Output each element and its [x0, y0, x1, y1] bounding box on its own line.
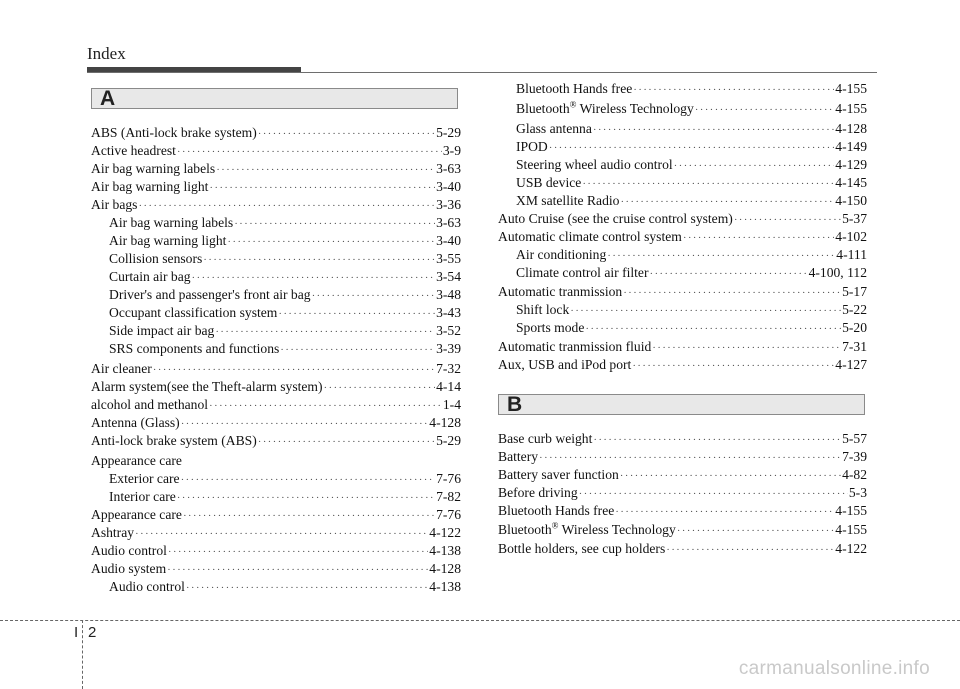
page-header-title: Index	[87, 44, 126, 63]
entry-page: 4-82	[842, 467, 867, 482]
leader-dots	[153, 361, 435, 379]
entry-text: Aux, USB and iPod port	[498, 357, 632, 372]
leader-dots	[215, 323, 435, 341]
section-b-letter: B	[507, 393, 523, 416]
entry-page: 7-82	[436, 489, 461, 504]
entry-page: 3-39	[436, 341, 461, 356]
entry-page: 4-149	[835, 139, 867, 154]
leader-dots	[666, 541, 834, 559]
leader-dots	[620, 193, 834, 211]
index-entry[interactable]	[91, 378, 461, 396]
index-entry[interactable]	[91, 414, 461, 432]
entry-page: 7-32	[436, 361, 461, 376]
entry-page: 7-76	[436, 507, 461, 522]
entry-page: 4-122	[429, 525, 461, 540]
entry-text: Automatic tranmission fluid	[498, 339, 652, 354]
leader-dots	[695, 101, 835, 119]
leader-dots	[593, 431, 841, 449]
index-entry[interactable]	[498, 484, 867, 502]
leader-dots	[209, 397, 442, 415]
index-subentry[interactable]	[516, 264, 867, 282]
entry-page: 4-122	[835, 541, 867, 556]
entry-text: IPOD	[516, 139, 548, 154]
entry-text: Automatic climate control system	[498, 229, 682, 244]
entry-text: Bluetooth Hands free	[516, 81, 633, 96]
index-subentry[interactable]	[109, 322, 461, 340]
leader-dots	[192, 269, 436, 287]
entry-text: Battery saver function	[498, 467, 619, 482]
leader-dots	[620, 467, 841, 485]
index-entry[interactable]	[498, 210, 867, 228]
entry-page: 3-40	[436, 233, 461, 248]
leader-dots	[278, 305, 435, 323]
entry-page: 3-63	[436, 215, 461, 230]
entry-text: Battery	[498, 449, 539, 464]
entry-page: 4-111	[836, 247, 867, 262]
leader-dots	[683, 229, 834, 247]
index-subentry[interactable]	[516, 174, 867, 192]
entry-text: Collision sensors	[109, 251, 203, 266]
leader-dots	[177, 489, 435, 507]
registered-mark: ®	[569, 99, 577, 110]
entry-page: 3-52	[436, 323, 461, 338]
index-entry[interactable]	[498, 466, 867, 484]
entry-page: 5-57	[842, 431, 867, 446]
index-subentry[interactable]	[516, 138, 867, 156]
entry-text: SRS components and functions	[109, 341, 280, 356]
entry-page: 3-43	[436, 305, 461, 320]
index-entry[interactable]	[91, 160, 461, 178]
leader-dots	[549, 139, 835, 157]
index-entry[interactable]	[498, 521, 867, 539]
index-entry[interactable]	[91, 196, 461, 214]
index-subentry[interactable]	[516, 120, 867, 138]
leader-dots	[570, 302, 841, 320]
footer-page-number: 2	[88, 624, 97, 641]
index-subentry[interactable]	[516, 246, 867, 264]
entry-page: 4-127	[835, 357, 867, 372]
index-entry[interactable]	[91, 452, 461, 470]
index-subentry[interactable]	[109, 232, 461, 250]
entry-page: 3-55	[436, 251, 461, 266]
index-subentry[interactable]	[516, 80, 867, 98]
index-subentry[interactable]	[109, 214, 461, 232]
entry-text: Bottle holders, see cup holders	[498, 541, 666, 556]
index-subentry[interactable]	[516, 319, 867, 337]
index-entry[interactable]	[91, 142, 461, 160]
entry-text: alcohol and methanol	[91, 397, 209, 412]
entry-text: Automatic tranmission	[498, 284, 623, 299]
leader-dots	[615, 503, 834, 521]
leader-dots	[324, 379, 436, 397]
leader-dots	[181, 415, 429, 433]
entry-text: Alarm system(see the Theft-alarm system)	[91, 379, 323, 394]
entry-page: 4-145	[835, 175, 867, 190]
entry-text: Auto Cruise (see the cruise control system)	[498, 211, 733, 226]
entry-text: Side impact air bag	[109, 323, 215, 338]
entry-text-main: Bluetooth	[498, 522, 552, 537]
entry-text: Audio control	[91, 543, 167, 558]
entry-text: Antenna (Glass)	[91, 415, 180, 430]
leader-dots	[734, 211, 841, 229]
leader-dots	[633, 81, 834, 99]
entry-page: 5-29	[436, 125, 461, 140]
leader-dots	[234, 215, 435, 233]
entry-page: 4-155	[835, 81, 867, 96]
entry-text: Base curb weight	[498, 431, 593, 446]
section-b-header	[498, 394, 865, 415]
leader-dots	[168, 543, 428, 561]
entry-text: Curtain air bag	[109, 269, 191, 284]
footer-divider	[0, 620, 960, 621]
entry-page: 5-20	[842, 320, 867, 335]
index-entry[interactable]	[498, 430, 867, 448]
leader-dots	[135, 525, 428, 543]
leader-dots	[539, 449, 841, 467]
leader-dots	[209, 179, 435, 197]
entry-page: 5-37	[842, 211, 867, 226]
footer-vertical-divider	[82, 620, 83, 689]
entry-page: 4-155	[835, 522, 867, 537]
leader-dots	[258, 433, 435, 451]
index-subentry[interactable]	[109, 304, 461, 322]
entry-text: XM satellite Radio	[516, 193, 620, 208]
entry-text: Occupant classification system	[109, 305, 278, 320]
leader-dots	[177, 143, 442, 161]
entry-page: 4-14	[436, 379, 461, 394]
entry-text: Climate control air filter	[516, 265, 649, 280]
entry-page: 4-100, 112	[808, 265, 867, 280]
entry-page: 7-39	[842, 449, 867, 464]
leader-dots	[632, 357, 834, 375]
entry-text: Anti-lock brake system (ABS)	[91, 433, 257, 448]
entry-page: 4-102	[835, 229, 867, 244]
entry-text-rest: Wireless Technology	[576, 101, 694, 116]
leader-dots	[138, 197, 435, 215]
index-entry[interactable]	[498, 228, 867, 246]
leader-dots	[593, 121, 834, 139]
section-a-letter: A	[100, 87, 116, 110]
index-subentry[interactable]	[516, 301, 867, 319]
entry-page: 3-9	[442, 143, 461, 158]
entry-text: USB device	[516, 175, 582, 190]
entry-text-main: Bluetooth	[516, 101, 570, 116]
leader-dots	[607, 247, 835, 265]
entry-text: Interior care	[109, 489, 176, 504]
entry-text	[516, 100, 694, 118]
index-entry[interactable]	[498, 356, 867, 374]
index-subentry[interactable]	[109, 340, 461, 358]
leader-dots	[181, 471, 436, 489]
entry-page: 3-63	[436, 161, 461, 176]
leader-dots	[167, 561, 428, 579]
leader-dots	[623, 284, 841, 302]
leader-dots	[674, 157, 835, 175]
entry-text: Steering wheel audio control	[516, 157, 673, 172]
entry-page: 4-138	[429, 579, 461, 594]
index-subentry[interactable]	[516, 192, 867, 210]
index-entry[interactable]	[498, 502, 867, 520]
entry-page: 4-138	[429, 543, 461, 558]
index-entry[interactable]	[91, 360, 461, 378]
entry-page: 3-40	[436, 179, 461, 194]
index-entry[interactable]	[91, 432, 461, 450]
entry-text: Air bag warning light	[109, 233, 227, 248]
entry-page: 4-128	[429, 415, 461, 430]
entry-text: Air bags	[91, 197, 138, 212]
entry-page: 3-36	[436, 197, 461, 212]
entry-page: 7-31	[842, 339, 867, 354]
entry-page: 4-128	[429, 561, 461, 576]
entry-text: Glass antenna	[516, 121, 592, 136]
entry-text: Air bag warning light	[91, 179, 209, 194]
entry-page: 7-76	[436, 471, 461, 486]
entry-text: Air conditioning	[516, 247, 607, 262]
entry-page: 4-150	[835, 193, 867, 208]
header-rule	[87, 72, 877, 73]
index-entry[interactable]	[498, 448, 867, 466]
leader-dots	[280, 341, 435, 359]
leader-dots	[677, 522, 835, 540]
entry-page: 4-155	[835, 503, 867, 518]
entry-text: Air bag warning labels	[109, 215, 234, 230]
leader-dots	[582, 175, 834, 193]
entry-text: Air bag warning labels	[91, 161, 216, 176]
entry-page: 3-48	[436, 287, 461, 302]
index-subentry[interactable]	[109, 286, 461, 304]
entry-text: Appearance care	[91, 507, 182, 522]
entry-page: 4-155	[835, 101, 867, 116]
index-entry[interactable]	[91, 542, 461, 560]
index-entry[interactable]	[91, 560, 461, 578]
leader-dots	[652, 339, 841, 357]
leader-dots	[258, 125, 435, 143]
entry-text: ABS (Anti-lock brake system)	[91, 125, 257, 140]
leader-dots	[650, 265, 808, 283]
index-subentry[interactable]	[109, 488, 461, 506]
section-a-header	[91, 88, 458, 109]
index-subentry[interactable]	[516, 100, 867, 118]
index-subentry[interactable]	[109, 250, 461, 268]
entry-page: 4-128	[835, 121, 867, 136]
entry-page: 5-29	[436, 433, 461, 448]
entry-text: Appearance care	[91, 453, 182, 468]
entry-text	[498, 521, 676, 539]
entry-text-rest: Wireless Technology	[558, 522, 676, 537]
entry-page: 3-54	[436, 269, 461, 284]
entry-text: Active headrest	[91, 143, 176, 158]
entry-page: 4-129	[835, 157, 867, 172]
leader-dots	[203, 251, 435, 269]
index-entry[interactable]	[91, 396, 461, 414]
entry-text: Audio system	[91, 561, 167, 576]
entry-page: 5-17	[842, 284, 867, 299]
index-subentry[interactable]	[109, 578, 461, 596]
index-entry[interactable]	[498, 283, 867, 301]
leader-dots	[183, 507, 435, 525]
entry-text: Ashtray	[91, 525, 135, 540]
registered-mark: ®	[551, 520, 559, 531]
footer-section-label: I	[74, 624, 79, 641]
entry-text: Before driving	[498, 485, 578, 500]
leader-dots	[585, 320, 841, 338]
entry-page: 1-4	[442, 397, 461, 412]
entry-text: Audio control	[109, 579, 185, 594]
index-entry[interactable]	[91, 124, 461, 142]
index-subentry[interactable]	[109, 470, 461, 488]
entry-text: Bluetooth Hands free	[498, 503, 615, 518]
leader-dots	[579, 485, 848, 503]
leader-dots	[227, 233, 435, 251]
entry-page: 5-3	[848, 485, 867, 500]
index-subentry[interactable]	[516, 156, 867, 174]
index-subentry[interactable]	[109, 268, 461, 286]
leader-dots	[312, 287, 436, 305]
leader-dots	[216, 161, 435, 179]
entry-text: Air cleaner	[91, 361, 152, 376]
entry-text: Sports mode	[516, 320, 585, 335]
site-watermark: carmanualsonline.info	[738, 658, 930, 679]
leader-dots	[186, 579, 428, 597]
index-entry[interactable]	[498, 338, 867, 356]
index-entry[interactable]	[498, 540, 867, 558]
index-entry[interactable]	[91, 178, 461, 196]
entry-page: 5-22	[842, 302, 867, 317]
entry-text: Exterior care	[109, 471, 180, 486]
entry-text: Driver's and passenger's front air bag	[109, 287, 311, 302]
index-entry[interactable]	[91, 506, 461, 524]
index-entry[interactable]	[91, 524, 461, 542]
entry-text: Shift lock	[516, 302, 570, 317]
